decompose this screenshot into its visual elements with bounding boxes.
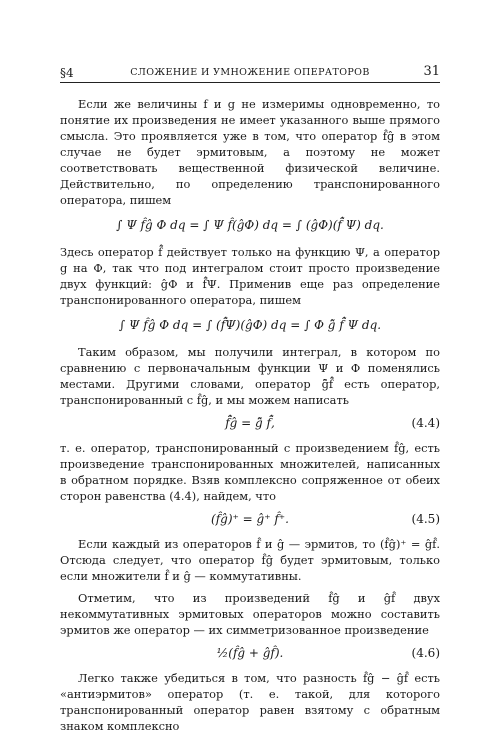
- section-title: СЛОЖЕНИЕ И УМНОЖЕНИЕ ОПЕРАТОРОВ: [130, 67, 370, 78]
- page-number: 31: [423, 64, 440, 79]
- paragraph-2: Здесь оператор f̃̂ действует только на функцию Ψ, а оператор g на Φ, так что под интегралом стоит просто произведение двух функций: ĝΦ и f̃̂Ψ. Применив еще раз определение транспонированного оператора, пишем: [60, 245, 440, 307]
- paragraph-7: Легко также убедиться в том, что разность f̂ĝ − ĝf̂ есть «антиэрмитов» оператор (т. е. такой, для которого транспонированный оператор равен взятому с обратным знаком комплексно: [60, 671, 440, 733]
- equation-4-4: [60, 412, 440, 434]
- equation-2-text: ∫ Ψ f̂ĝ Φ dq = ∫ (f̃̂Ψ)(ĝΦ) dq = ∫ Φ g̃̂ f̃̂ Ψ dq.: [118, 318, 382, 332]
- paragraph-6: Отметим, что из произведений f̂ĝ и ĝf̂ двух некоммутативных эрмитовых операторов можно составить эрмитов же оператор — их симметризованное произведение: [60, 591, 440, 637]
- equation-4-4-text: f̃̂ĝ = g̃̂ f̃̂,: [225, 416, 275, 430]
- paragraph-1: Если же величины f и g не измеримы одновременно, то понятие их произведения не имеет указанного выше прямого смысла. Это проявляется уже в том, что оператор f̂ĝ в этом случае не будет эрмитовым, а поэтому не может соответствовать вещественной физической величине. Действительно, по определению транспонированного оператора, пишем: [60, 97, 440, 207]
- equation-4-5-text: (f̂ĝ)⁺ = ĝ⁺ f̂⁺.: [211, 512, 289, 526]
- equation-4-5-number: (4.5): [411, 512, 440, 526]
- section-number: §4: [60, 66, 74, 80]
- equation-4-4-number: (4.4): [411, 416, 440, 430]
- equation-2: [60, 312, 440, 338]
- equation-1: [60, 212, 440, 238]
- paragraph-5: Если каждый из операторов f̂ и ĝ — эрмитов, то (f̂ĝ)⁺ = ĝf̂. Отсюда следует, что оператор f̂ĝ будет эрмитовым, только если множители f̂ и ĝ — коммутативны.: [60, 537, 440, 583]
- paragraph-4: т. е. оператор, транспонированный с произведением f̂ĝ, есть произведение транспонированных множителей, написанных в обратном порядке. Взяв комплексно сопряженное от обеих сторон равенства (4.4), найдем, что: [60, 441, 440, 503]
- page-body: [60, 96, 440, 734]
- running-header: [60, 64, 440, 83]
- equation-4-6-number: (4.6): [411, 646, 440, 660]
- equation-4-5: [60, 508, 440, 530]
- paragraph-3: Таким образом, мы получили интеграл, в котором по сравнению с первоначальным функции Ψ и Φ поменялись местами. Другими словами, оператор g̃̂f̃̂ есть оператор, транспонированный с f̂ĝ, и мы можем написать: [60, 345, 440, 407]
- equation-4-6-text: ½(f̂ĝ + ĝf̂).: [216, 646, 284, 660]
- equation-4-6: [60, 642, 440, 664]
- equation-1-text: ∫ Ψ f̂ĝ Φ dq = ∫ Ψ f̂(ĝΦ) dq = ∫ (ĝΦ)(f̃̂ Ψ) dq.: [116, 218, 384, 232]
